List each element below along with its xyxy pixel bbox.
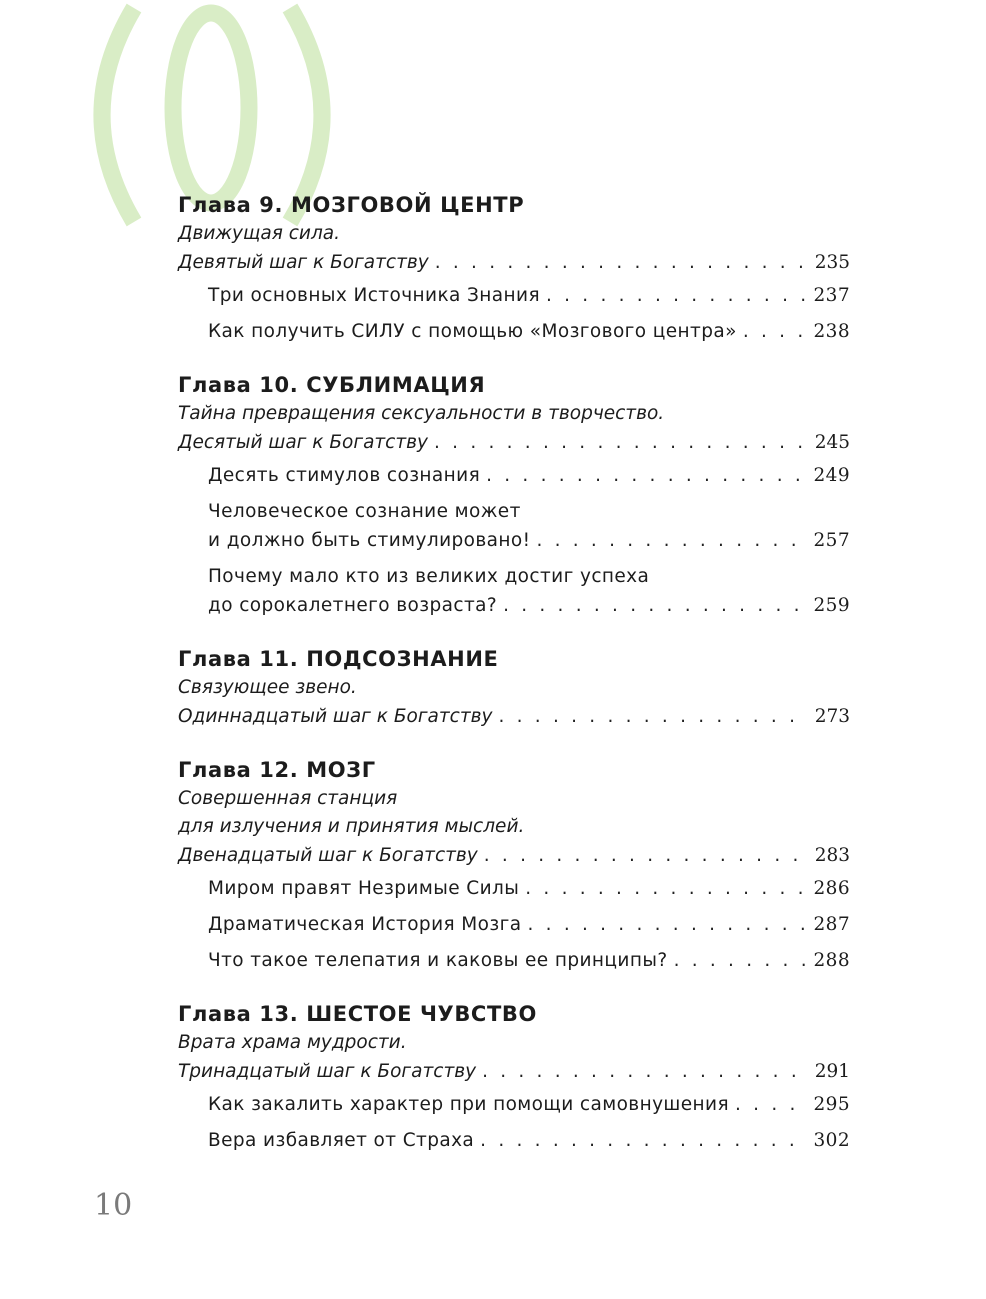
chapter-subtitle: Врата храма мудрости. (178, 1032, 407, 1053)
toc-main-entry[interactable] (178, 428, 850, 457)
chapter-title: ПОДСОЗНАНИЕ (306, 647, 499, 671)
chapter-11 (178, 644, 850, 731)
dot-leader (525, 874, 805, 903)
page-folio-number: 10 (94, 1188, 133, 1223)
entry-text: Девятый шаг к Богатству (178, 252, 429, 273)
chapter-heading (178, 755, 850, 785)
chapter-subtitle: Движущая сила. (178, 223, 341, 244)
page-number: 286 (813, 878, 850, 899)
dot-leader (486, 461, 805, 490)
dot-leader (546, 281, 806, 310)
entry-text: Как закалить характер при помощи самовнушения (208, 1094, 729, 1115)
toc-main-entry[interactable] (178, 702, 850, 731)
page-number: 283 (814, 845, 850, 866)
entry-text: Двенадцатый шаг к Богатству (178, 845, 478, 866)
page-number: 249 (813, 465, 850, 486)
toc-section-entry[interactable] (208, 874, 850, 903)
toc-section-entry[interactable] (208, 1090, 850, 1119)
page-number: 288 (813, 950, 850, 971)
chapter-title: ШЕСТОЕ ЧУВСТВО (306, 1002, 537, 1026)
entry-text: Десятый шаг к Богатству (178, 432, 428, 453)
entry-text: Миром правят Незримые Силы (208, 878, 520, 899)
chapter-heading (178, 370, 850, 400)
chapter-subtitle: Тайна превращения сексуальности в творчество. (178, 403, 665, 424)
toc-section-entry[interactable] (208, 281, 850, 310)
chapter-9 (178, 190, 850, 346)
page-number: 291 (814, 1061, 850, 1082)
entry-text: и должно быть стимулировано! (208, 530, 531, 551)
chapter-label: Глава 13. (178, 1002, 299, 1026)
dot-leader (498, 702, 806, 731)
toc-section-entry[interactable] (208, 910, 850, 939)
page-number: 257 (813, 530, 850, 551)
page-number: 259 (813, 595, 850, 616)
entry-text: Тринадцатый шаг к Богатству (178, 1061, 477, 1082)
dot-leader (743, 317, 806, 346)
table-of-contents (178, 190, 850, 1179)
chapter-heading (178, 644, 850, 674)
dot-leader (434, 428, 807, 457)
dot-leader (435, 248, 807, 277)
toc-section-entry[interactable] (208, 1126, 850, 1155)
chapter-label: Глава 11. (178, 647, 299, 671)
chapter-title: МОЗГ (306, 758, 376, 782)
page-number: 287 (813, 914, 850, 935)
entry-text: Десять стимулов сознания (208, 465, 481, 486)
page-number: 245 (814, 432, 850, 453)
toc-section-entry[interactable] (208, 946, 850, 975)
dot-leader (484, 841, 807, 870)
chapter-12 (178, 755, 850, 975)
toc-section-entry[interactable] (208, 526, 850, 555)
entry-text: Что такое телепатия и каковы ее принципы? (208, 950, 668, 971)
dot-leader (735, 1090, 805, 1119)
chapter-subtitle-line2: для излучения и принятия мыслей. (178, 816, 525, 837)
entry-text: Как получить СИЛУ с помощью «Мозгового центра» (208, 321, 737, 342)
dot-leader (480, 1126, 805, 1155)
toc-section-entry[interactable] (208, 591, 850, 620)
page-number: 237 (813, 285, 850, 306)
chapter-10 (178, 370, 850, 620)
page-number: 235 (814, 252, 850, 273)
entry-text: до сорокалетнего возраста? (208, 595, 498, 616)
chapter-heading (178, 190, 850, 220)
chapter-label: Глава 10. (178, 373, 299, 397)
page-number: 238 (813, 321, 850, 342)
toc-section-entry[interactable] (208, 317, 850, 346)
toc-section-entry[interactable] (208, 461, 850, 490)
dot-leader (674, 946, 806, 975)
chapter-label: Глава 9. (178, 193, 284, 217)
dot-leader (528, 910, 806, 939)
chapter-title: СУБЛИМАЦИЯ (306, 373, 486, 397)
entry-text: Драматическая История Мозга (208, 914, 522, 935)
chapter-title: МОЗГОВОЙ ЦЕНТР (291, 193, 525, 217)
entry-text-line1: Почему мало кто из великих достиг успеха (208, 566, 650, 587)
toc-main-entry[interactable] (178, 248, 850, 277)
toc-main-entry[interactable] (178, 841, 850, 870)
entry-text-line1: Человеческое сознание может (208, 501, 521, 522)
entry-text: Три основных Источника Знания (208, 285, 540, 306)
dot-leader (536, 526, 805, 555)
page-number: 273 (814, 706, 850, 727)
entry-text: Одиннадцатый шаг к Богатству (178, 706, 493, 727)
chapter-subtitle: Связующее звено. (178, 677, 357, 698)
page-number: 302 (813, 1130, 850, 1151)
entry-text: Вера избавляет от Страха (208, 1130, 475, 1151)
page-number: 295 (813, 1094, 850, 1115)
chapter-heading (178, 999, 850, 1029)
toc-main-entry[interactable] (178, 1057, 850, 1086)
chapter-13 (178, 999, 850, 1155)
dot-leader (503, 591, 805, 620)
dot-leader (482, 1057, 807, 1086)
chapter-subtitle: Совершенная станция (178, 788, 398, 809)
chapter-label: Глава 12. (178, 758, 299, 782)
